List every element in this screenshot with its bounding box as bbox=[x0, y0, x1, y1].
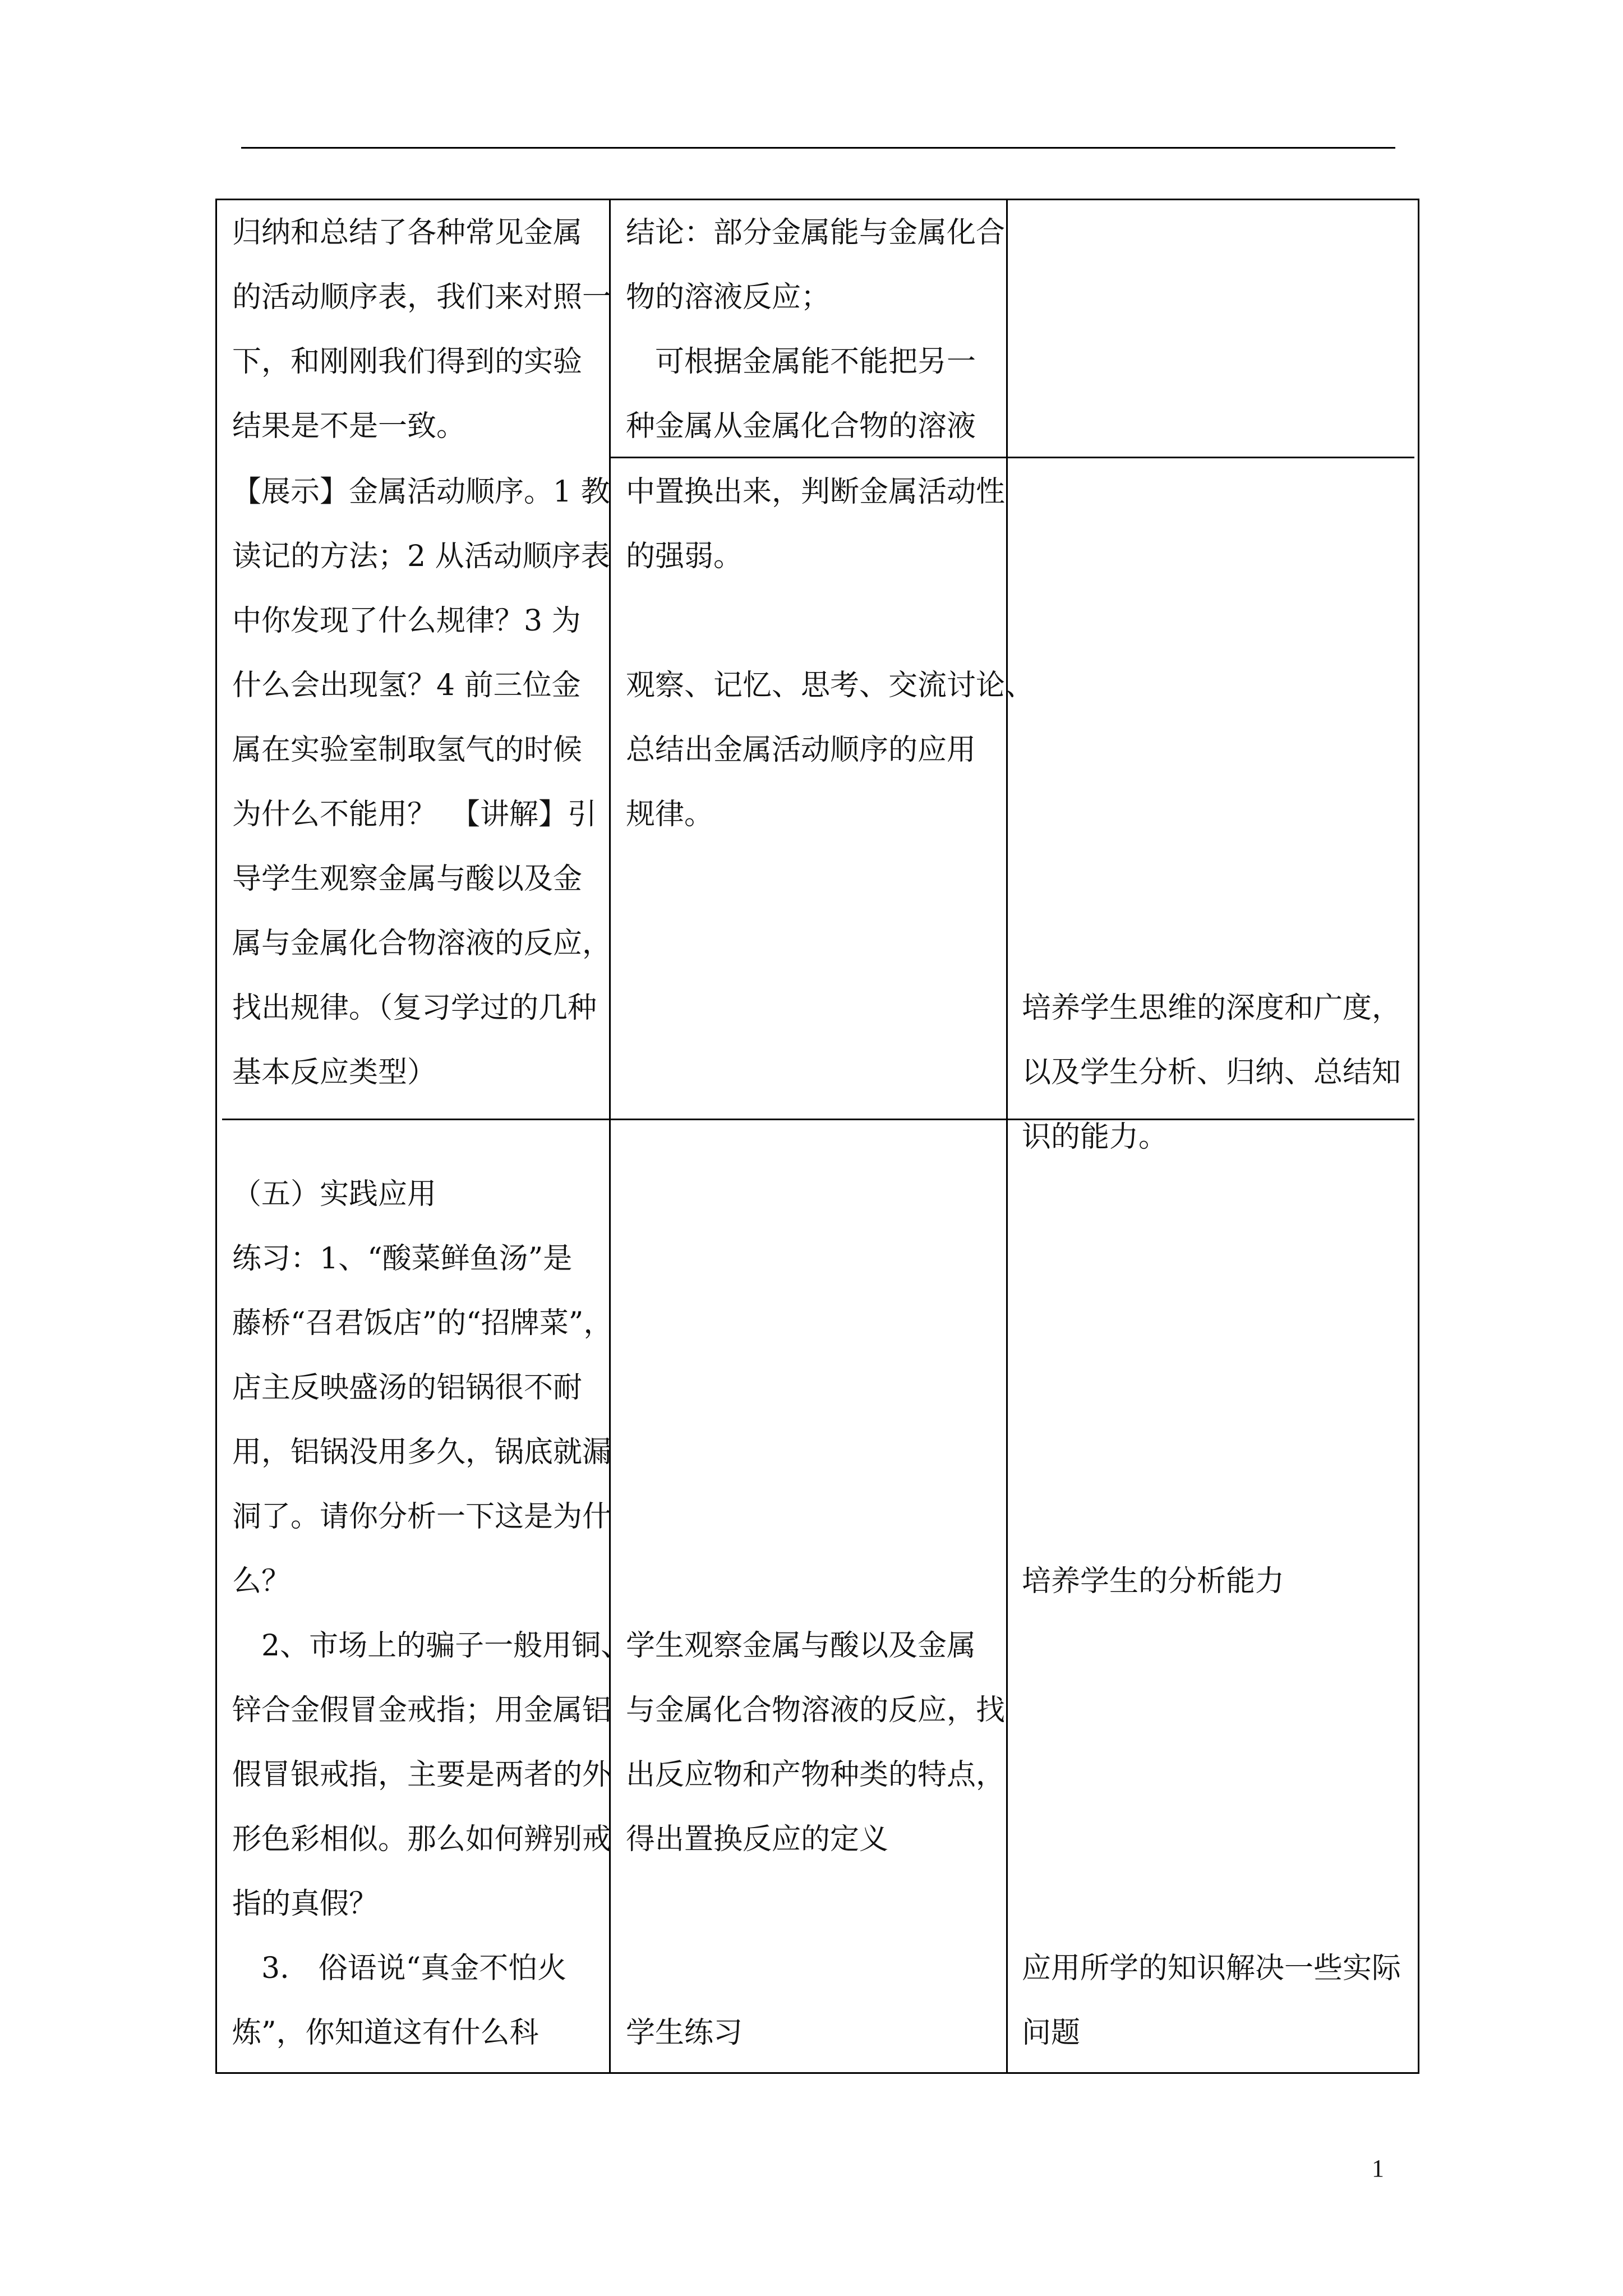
text-line: 练习：1、“酸菜鲜鱼汤”是 bbox=[232, 1242, 573, 1276]
row3-col3-text-a bbox=[1022, 1549, 1284, 1614]
text-line: 结论：部分金属能与金属化合 bbox=[626, 216, 1006, 250]
text-line: 物的溶液反应； bbox=[626, 280, 831, 314]
row2-col3-text bbox=[1022, 976, 1401, 1170]
row3-col2-text-b bbox=[626, 2001, 743, 2065]
text-line: 属与金属化合物溶液的反应， bbox=[232, 927, 612, 960]
text-line: 出反应物和产物种类的特点， bbox=[626, 1758, 1006, 1792]
text-line: 以及学生分析、归纳、总结知 bbox=[1022, 1056, 1401, 1089]
text-line: 的活动顺序表，我们来对照一 bbox=[232, 280, 612, 314]
text-line: 什么会出现氢？4 前三位金 bbox=[232, 669, 581, 702]
text-line: 中你发现了什么规律？3 为 bbox=[232, 604, 581, 638]
text-line: 下，和刚刚我们得到的实验 bbox=[232, 345, 583, 379]
text-line: 结果是不是一致。 bbox=[232, 409, 466, 443]
text-line: 属在实验室制取氢气的时候 bbox=[232, 733, 583, 767]
text-line: 炼”，你知道这有什么科 bbox=[232, 2016, 539, 2050]
text-line: 为什么不能用？ 【讲解】引 bbox=[232, 798, 597, 831]
page-number: 1 bbox=[1372, 2155, 1384, 2182]
row2-col2-text-a bbox=[626, 460, 1005, 589]
text-line: 学生观察金属与酸以及金属 bbox=[626, 1629, 976, 1663]
text-line: 【展示】金属活动顺序。1 教 bbox=[232, 475, 610, 509]
text-line: 3. 俗语说“真金不怕火 bbox=[232, 1952, 567, 1985]
text-line: 指的真假？ bbox=[232, 1887, 379, 1921]
text-line: 学生练习 bbox=[626, 2016, 743, 2050]
row3-col3-text-b bbox=[1022, 1936, 1401, 2065]
text-line: 导学生观察金属与酸以及金 bbox=[232, 862, 583, 896]
text-line: 观察、记忆、思考、交流讨论、 bbox=[626, 669, 1035, 702]
row1-col2-text bbox=[626, 201, 1005, 459]
text-line: 藤桥“召君饭店”的“招牌菜”， bbox=[232, 1306, 613, 1340]
text-line: 可根据金属能不能把另一 bbox=[626, 345, 976, 379]
text-line: 店主反映盛汤的铝锅很不耐 bbox=[232, 1371, 583, 1405]
table-border-bottom bbox=[215, 2072, 1419, 2074]
text-line: 应用所学的知识解决一些实际 bbox=[1022, 1952, 1401, 1985]
text-line: 问题 bbox=[1022, 2016, 1081, 2050]
table-divider-2 bbox=[1006, 199, 1008, 2074]
table-border-top bbox=[215, 199, 1419, 200]
text-line: 基本反应类型） bbox=[232, 1056, 437, 1089]
header-rule bbox=[241, 147, 1395, 149]
row3-col1-text bbox=[232, 1162, 630, 2065]
text-line: 2、市场上的骗子一般用铜、 bbox=[232, 1629, 630, 1663]
text-line: 规律。 bbox=[626, 798, 714, 831]
text-line: 假冒银戒指，主要是两者的外 bbox=[232, 1758, 612, 1792]
text-line: 锌合金假冒金戒指；用金属铝 bbox=[232, 1694, 612, 1727]
text-line: 中置换出来，判断金属活动性 bbox=[626, 475, 1006, 509]
text-line: 得出置换反应的定义 bbox=[626, 1823, 889, 1856]
text-line: 找出规律。（复习学过的几种 bbox=[232, 991, 597, 1025]
text-line: 培养学生思维的深度和广度， bbox=[1022, 991, 1401, 1025]
row1-col1-text bbox=[232, 201, 611, 459]
table-border-right bbox=[1418, 199, 1419, 2074]
text-line: 读记的方法；2 从活动顺序表 bbox=[232, 540, 610, 573]
table-border-left bbox=[215, 199, 217, 2074]
text-line: 的强弱。 bbox=[626, 540, 743, 573]
row2-col2-text-b bbox=[626, 654, 1034, 847]
text-line: 与金属化合物溶液的反应，找 bbox=[626, 1694, 1006, 1727]
row2-col1-text bbox=[232, 460, 611, 1105]
text-line: （五）实践应用 bbox=[232, 1177, 437, 1211]
text-line: 种金属从金属化合物的溶液 bbox=[626, 409, 976, 443]
row3-col2-text-a bbox=[626, 1614, 1005, 1872]
text-line: 么？ bbox=[232, 1565, 291, 1598]
text-line: 用，铝锅没用多久，锅底就漏 bbox=[232, 1435, 612, 1469]
text-line: 形色彩相似。那么如何辨别戒 bbox=[232, 1823, 612, 1856]
text-line: 总结出金属活动顺序的应用 bbox=[626, 733, 976, 767]
text-line: 培养学生的分析能力 bbox=[1022, 1565, 1285, 1598]
text-line: 洞了。请你分析一下这是为什 bbox=[232, 1500, 612, 1534]
text-line: 归纳和总结了各种常见金属 bbox=[232, 216, 583, 250]
text-line: 识的能力。 bbox=[1022, 1120, 1168, 1154]
